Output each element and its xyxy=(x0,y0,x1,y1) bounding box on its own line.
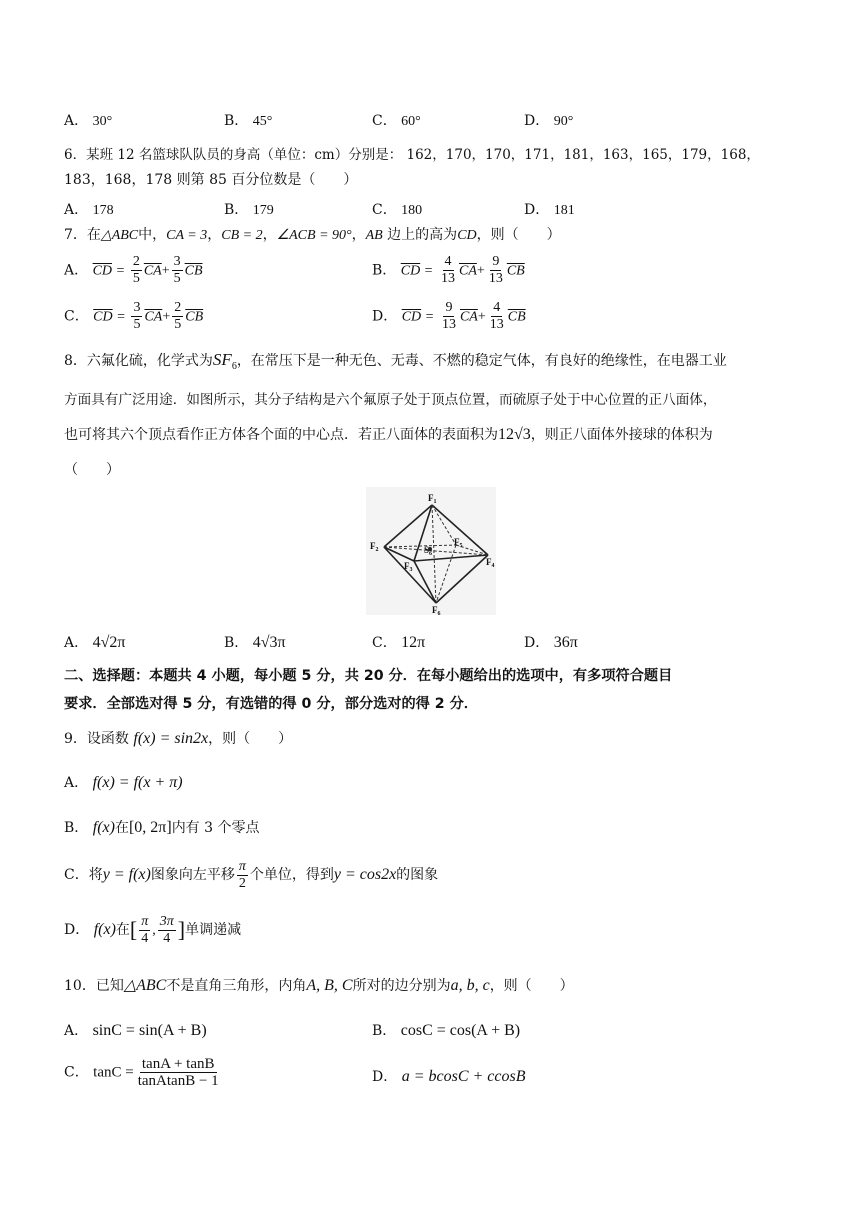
q5-option-c: C． 60° xyxy=(372,113,421,129)
q10-option-b: B． cosC = cos(A + B) xyxy=(372,1022,521,1039)
q6-option-c: C． 180 xyxy=(372,202,423,218)
q9-stem: 9．设函数 f(x) = sin2x，则（ ） xyxy=(64,730,293,747)
q8-option-c: C． 12π xyxy=(372,634,426,651)
q6-stem-line1: 6．某班 12 名篮球队队员的身高（单位：cm）分别是： 162，170，170，171，181，163，165，179，168， xyxy=(64,147,760,163)
label-f2: $F_2$ xyxy=(370,541,379,553)
q10-option-d: D． a = bcosC + ccosB xyxy=(372,1068,526,1085)
label-f6: $F_6$ xyxy=(432,605,441,615)
label-f1: $F_1$ xyxy=(428,493,437,505)
label-f3: $F_3$ xyxy=(404,561,413,573)
q8-stem-line2: 方面具有广泛用途．如图所示，其分子结构是六个氟原子处于顶点位置，而硫原子处于中心位置的正八面体， xyxy=(64,392,717,408)
q8-stem-line3: 也可将其六个顶点看作正方体各个面的中心点．若正八面体的表面积为12√3，则正八面体外接球的体积为 xyxy=(64,426,713,443)
q8-option-d: D． 36π xyxy=(524,634,578,651)
label-f5: $F_5$ xyxy=(454,537,463,549)
q6-stem-line2: 183，168，178 则第 85 百分位数是（ ） xyxy=(64,172,358,188)
label-f4: $F_4$ xyxy=(486,557,495,569)
q7-option-d: D． $\overline{CD}$ = $\frac{9}{13}$ $\overline{CA}+$ $\frac{4}{13}$ $\overline{CB}$ xyxy=(372,300,526,332)
octahedron-figure xyxy=(366,487,496,615)
label-s: $S_6$ xyxy=(424,545,433,557)
q9-option-d: D． f(x)在[ $\frac{\pi}{4}$ , $\frac{3\pi}{4}$ ]单调递减 xyxy=(64,913,242,946)
q8-option-b: B． 4√3π xyxy=(224,634,286,651)
q9-option-a: A． f(x) = f(x + π) xyxy=(64,774,183,791)
q7-stem: 7．在△ABC中，CA = 3，CB = 2，∠ACB = 90°，AB 边上的高为CD，则（ ） xyxy=(64,227,561,243)
q8-option-a: A． 4√2π xyxy=(64,634,126,651)
section2-heading-line2: 要求．全部选对得 5 分，有选错的得 0 分，部分选对的得 2 分． xyxy=(64,696,478,712)
q6-option-a: A． 178 xyxy=(64,202,114,218)
q5-option-a: A． 30° xyxy=(64,113,113,129)
q9-option-b: B． f(x)在[0, 2π]内有 3 个零点 xyxy=(64,819,260,836)
q6-option-d: D． 181 xyxy=(524,202,575,218)
q5-option-d: D． 90° xyxy=(524,113,574,129)
q7-option-a: A． $\overline{CD}$ = $\frac{2}{5}$ $\overline{CA}+$ $\frac{3}{5}$ $\overline{CB}$ xyxy=(64,254,203,286)
q10-option-a: A． sinC = sin(A + B) xyxy=(64,1022,207,1039)
q8-stem-line1: 8．六氟化硫，化学式为$SF_6$，在常压下是一种无色、无毒、不燃的稳定气体，有良好的绝缘性，在电器工业 xyxy=(64,350,727,372)
q10-stem: 10．已知△ABC不是直角三角形，内角A, B, C所对的边分别为a, b, c，则（ ） xyxy=(64,977,574,994)
q7-option-c: C． $\overline{CD}$ = $\frac{3}{5}$ $\overline{CA}+$ $\frac{2}{5}$ $\overline{CB}$ xyxy=(64,300,204,332)
q6-option-b: B． 179 xyxy=(224,202,274,218)
q8-stem-line4: （ ） xyxy=(64,462,120,478)
section2-heading-line1: 二、选择题：本题共 4 小题，每小题 5 分，共 20 分．在每小题给出的选项中，有多项符合题目 xyxy=(64,668,673,684)
q7-option-b: B． $\overline{CD}$ = $\frac{4}{13}$ $\overline{CA}+$ $\frac{9}{13}$ $\overline{CB}$ xyxy=(372,254,525,286)
q9-option-c: C．将y = f(x)图象向左平移 $\frac{\pi}{2}$ 个单位，得到y = cos2x的图象 xyxy=(64,858,439,891)
q10-option-c: C． tanC = $\frac{\tan A + \tan B}{\text{tanAtanB − 1}}$ xyxy=(64,1056,219,1089)
q5-option-b: B． 45° xyxy=(224,113,273,129)
